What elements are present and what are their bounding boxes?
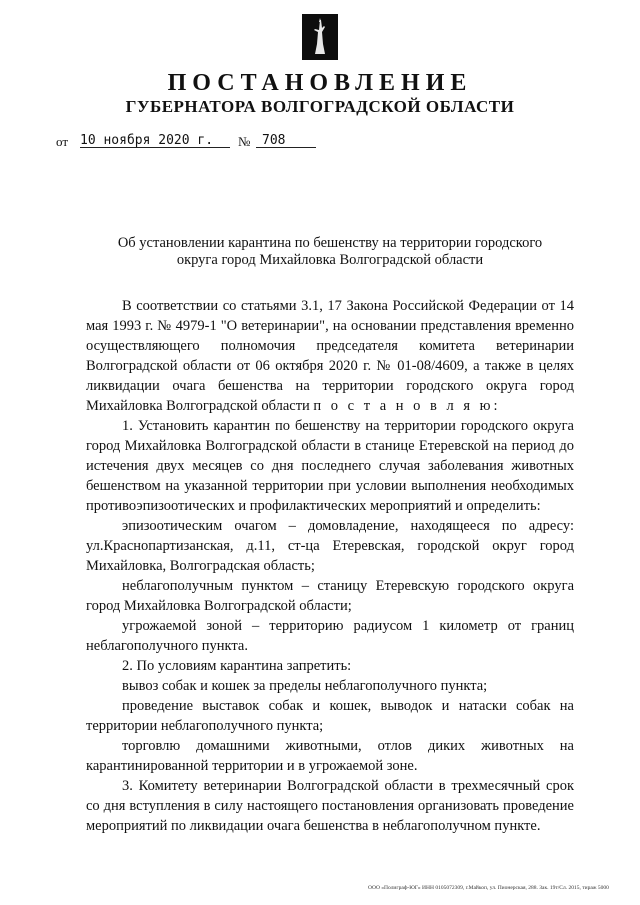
date-underline	[80, 147, 230, 148]
preamble-text: В соответствии со статьями 3.1, 17 Закона Российской Федерации от 14 мая 1993 г. № 4979-1 "О ветеринарии", на основании представления временно осуществляющего полномочия председателя комитета ветеринарии Волгоградской области от 06 октября 2020 г. № 01-08/4609, а также в целях ликвидации очага бешенства на территории городского округа город Михайловка Волгоградской области	[86, 298, 574, 414]
number-sign: №	[238, 134, 251, 149]
document-title: ПОСТАНОВЛЕНИЕ	[167, 70, 473, 96]
number-value: 708	[262, 133, 286, 148]
item-1-c: угрожаемой зоной – территорию радиусом 1 километр от границ неблагополучного пункта.	[86, 618, 574, 654]
printer-imprint: ООО «Полиграф-ЮГ» ИНН 0105072309, г.Майкоп, ул. Пионерская, 288. Зак. 19т/Сл. 2015, тираж 5000	[368, 885, 609, 891]
item-1: 1. Установить карантин по бешенству на территории городского округа город Михайловка Волгоградской области в станице Етеревской на период до истечения двух месяцев со дня последнего случая заболевания животных бешенством на указанной территории при условии выполнения необходимых противоэпизоотических и профилактических мероприятий и определить:	[86, 418, 574, 514]
date-value: 10 ноября 2020 г.	[80, 133, 214, 148]
item-2-b: проведение выставок собак и кошек, выводок и натаски собак на территории неблагополучного пункта;	[86, 698, 574, 734]
document-subtitle: ГУБЕРНАТОРА ВОЛГОГРАДСКОЙ ОБЛАСТИ	[125, 97, 515, 116]
subject-line-2: округа город Михайловка Волгоградской области	[176, 252, 484, 268]
subject-line-1: Об установлении карантина по бешенству на территории городского	[117, 235, 543, 251]
date-prefix: от	[56, 134, 69, 149]
number-underline	[256, 147, 316, 148]
item-3: 3. Комитету ветеринарии Волгоградской области в трехмесячный срок со дня вступления в силу настоящего постановления организовать проведение мероприятий по ликвидации очага бешенства в неблагополучном пункте.	[86, 778, 574, 834]
document-body	[86, 296, 574, 836]
preamble-paragraph	[86, 296, 574, 416]
subject-heading	[100, 235, 560, 269]
item-1-b: неблагополучным пунктом – станицу Етеревскую городского округа город Михайловка Волгоградской области;	[86, 578, 574, 614]
coat-of-arms-icon	[302, 14, 338, 60]
item-2: 2. По условиям карантина запретить:	[122, 658, 352, 674]
decree-word: п о с т а н о в л я ю:	[313, 398, 501, 414]
item-2-a: вывоз собак и кошек за пределы неблагополучного пункта;	[122, 678, 488, 694]
item-2-c: торговлю домашними животными, отлов диких животных на карантинированной территории и в угрожаемой зоне.	[86, 738, 574, 774]
item-1-a: эпизоотическим очагом – домовладение, находящееся по адресу: ул.Краснопартизанская, д.11, ст-ца Етеревская, городской округ город Михайловка, Волгоградская область;	[86, 518, 574, 574]
